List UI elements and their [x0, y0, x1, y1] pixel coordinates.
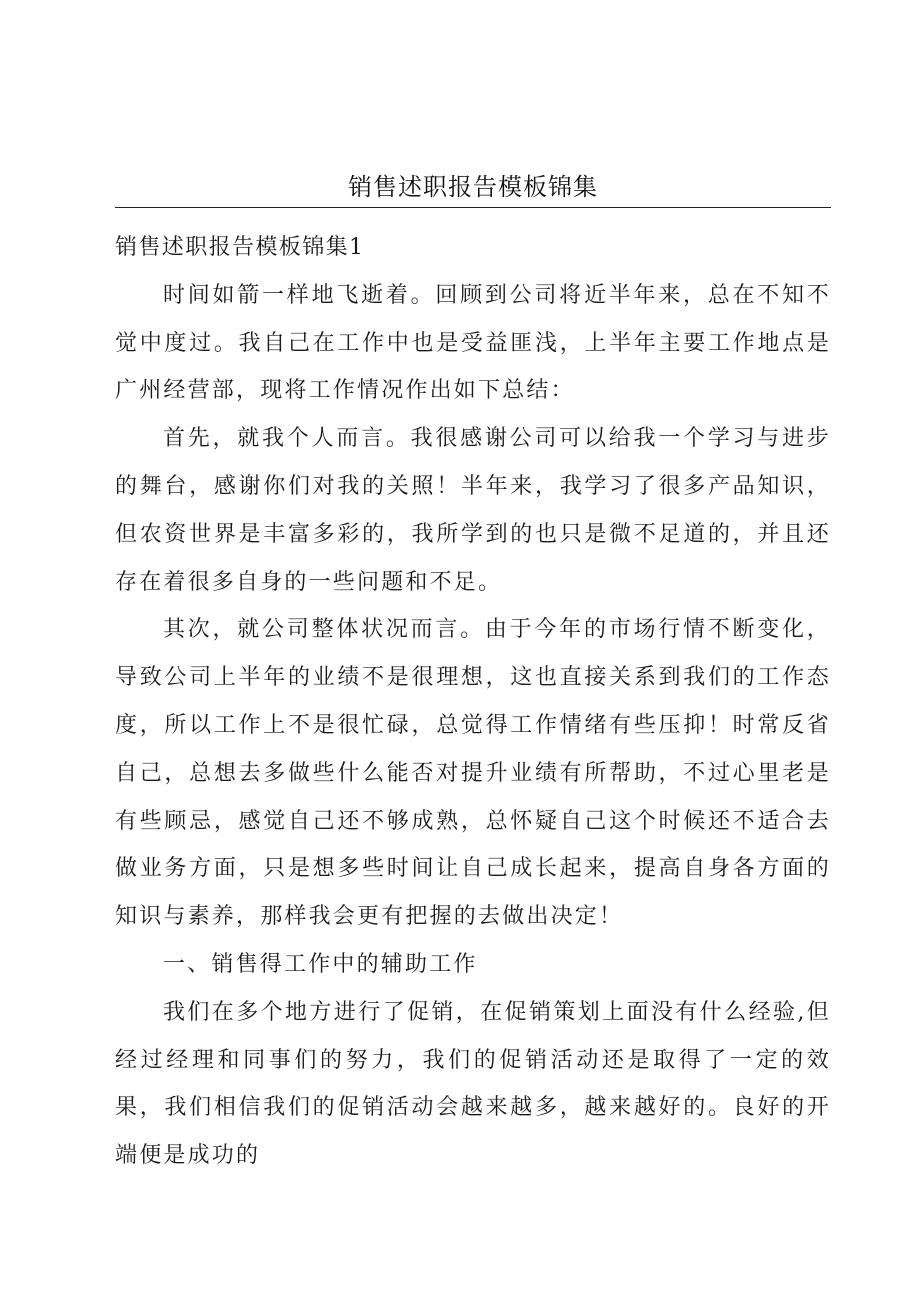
- section-heading: 销售述职报告模板锦集1: [115, 235, 365, 260]
- section-subheading: 一、销售得工作中的辅助工作: [163, 951, 478, 977]
- paragraph: 其次，就公司整体状况而言。由于今年的市场行情不断变化，导致公司上半年的业绩不是很理想，这也直接关系到我们的工作态度，所以工作上不是很忙碌，总觉得工作情绪有些压抑！时常反省自己，总想去多做些什么能否对提升业绩有所帮助，不过心里老是有些顾忌，感觉自己还不够成熟，总怀疑自己这个时候还不适合去做业务方面，只是想多些时间让自己成长起来，提高自身各方面的知识与素养，那样我会更有把握的去做出决定！: [115, 617, 831, 930]
- document-body: [115, 224, 831, 1180]
- title-divider: [115, 207, 831, 208]
- paragraph: 首先，就我个人而言。我很感谢公司可以给我一个学习与进步的舞台，感谢你们对我的关照！半年来，我学习了很多产品知识，但农资世界是丰富多彩的，我所学到的也只是微不足道的，并且还存在着很多自身的一些问题和不足。: [115, 426, 831, 595]
- paragraph: 时间如箭一样地飞逝着。回顾到公司将近半年来，总在不知不觉中度过。我自己在工作中也是受益匪浅，上半年主要工作地点是广州经营部，现将工作情况作出如下总结：: [115, 282, 831, 404]
- document-title: 销售述职报告模板锦集: [348, 173, 598, 201]
- paragraph: 我们在多个地方进行了促销，在促销策划上面没有什么经验,但经过经理和同事们的努力，我们的促销活动还是取得了一定的效果，我们相信我们的促销活动会越来越多，越来越好的。良好的开端便是成功的: [115, 999, 831, 1169]
